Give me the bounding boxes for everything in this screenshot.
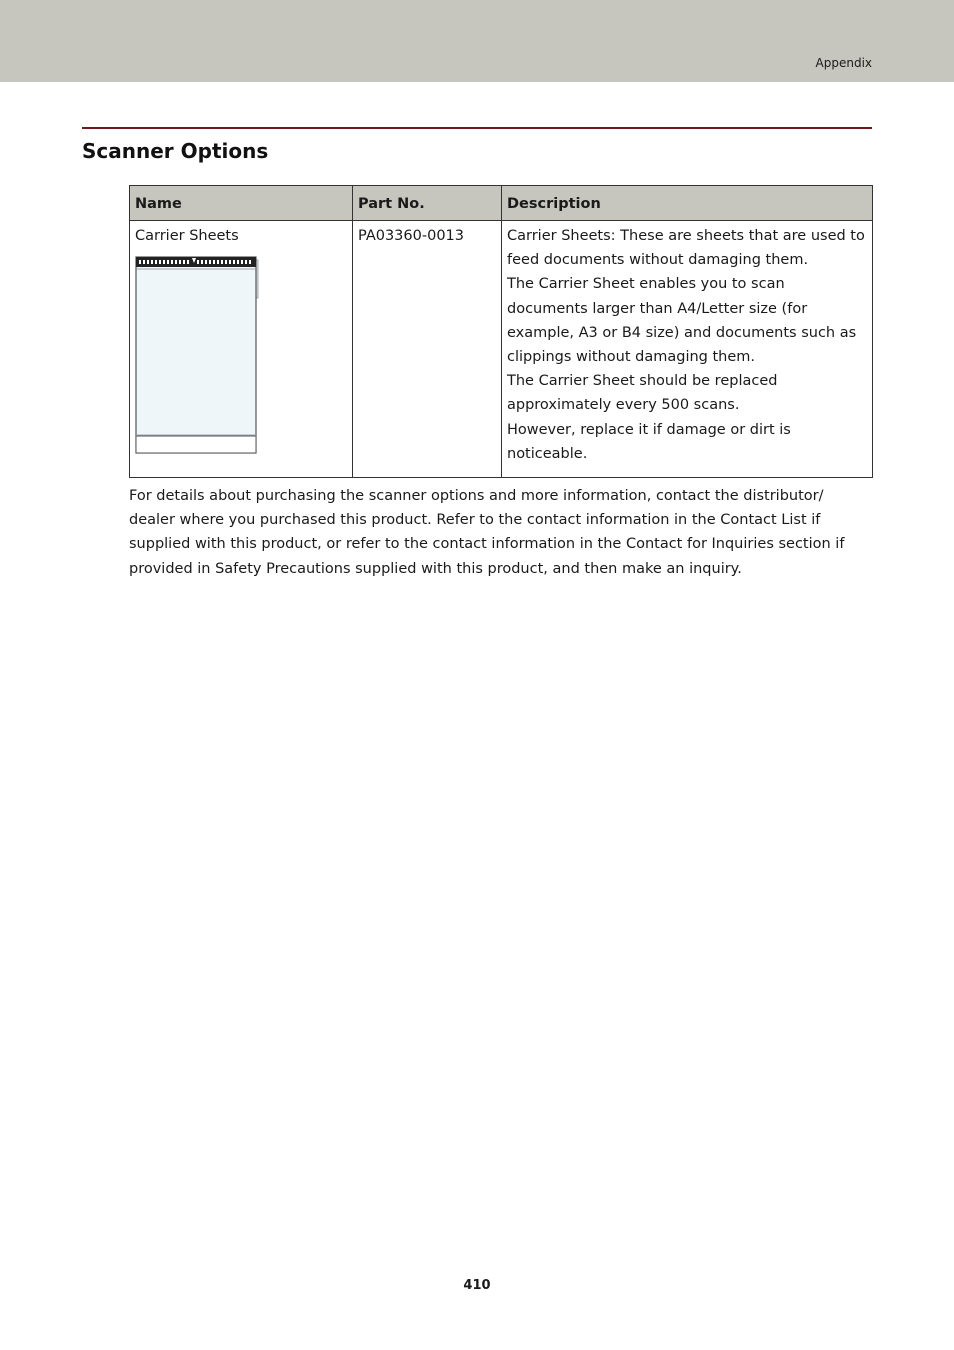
column-header-name: Name <box>130 186 353 221</box>
option-name: Carrier Sheets <box>135 228 239 244</box>
page-title: Scanner Options <box>82 139 269 163</box>
cell-name <box>130 221 353 478</box>
cell-part-no <box>353 221 502 478</box>
description-line: Carrier Sheets: These are sheets that are used to feed documents without damaging them. <box>507 228 865 269</box>
page-header <box>0 0 954 82</box>
cell-description <box>502 221 873 478</box>
title-rule <box>82 127 872 129</box>
description-line: The Carrier Sheet enables you to scan documents larger than A4/Letter size (for example, A3 or B4 size) and documents such as clippings without damaging them. <box>507 276 857 366</box>
header-section-label: Appendix <box>815 56 872 70</box>
page-number: 410 <box>463 1278 491 1293</box>
part-number: PA03360-0013 <box>358 228 464 244</box>
description-line: The Carrier Sheet should be replaced approximately every 500 scans. <box>507 373 778 414</box>
description-line: However, replace it if damage or dirt is noticeable. <box>507 421 791 462</box>
scanner-options-table <box>129 185 873 478</box>
carrier-sheet-icon <box>135 256 259 458</box>
table-row <box>130 221 873 478</box>
purchase-info-paragraph: For details about purchasing the scanner options and more information, contact the distributor/ dealer where you purchased this product. Refer to the contact information in the Contact List if supplied with this product, or refer to the contact information in the Contact for Inquiries section if provided in Safety Precautions supplied with this product, and then make an inquiry. <box>129 488 845 577</box>
column-header-part-no: Part No. <box>353 186 502 221</box>
column-header-description: Description <box>502 186 873 221</box>
table-header-row <box>130 186 873 221</box>
